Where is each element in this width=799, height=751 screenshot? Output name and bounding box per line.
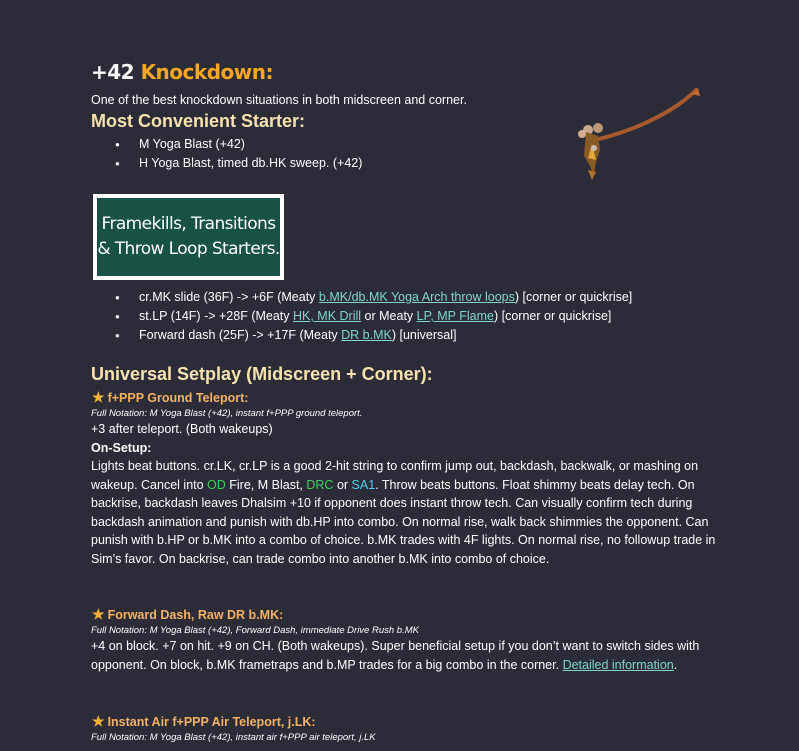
dr-bmk-link[interactable]: DR b.MK (341, 328, 392, 342)
banner-line-1: Framekills, Transitions (101, 214, 276, 234)
advantage-line: +3 after teleport. (Both wakeups) (91, 422, 273, 436)
convenient-starter-list (91, 135, 362, 173)
section-ground-teleport (91, 389, 716, 568)
convenient-starter-heading: Most Convenient Starter: (91, 111, 306, 131)
list-item: ● Forward dash (25F) -> +17F (Meaty DR b.MK) [universal] (91, 326, 632, 345)
section-title: ★ Forward Dash, Raw DR b.MK: (92, 606, 284, 622)
framekills-list (91, 288, 632, 345)
banner-line-2: & Throw Loop Starters. (97, 239, 280, 259)
section-title: ★ Instant Air f+PPP Air Teleport, j.LK: (92, 713, 316, 729)
throw-loops-link[interactable]: b.MK/db.MK Yoga Arch throw loops (318, 290, 515, 304)
full-notation: Full Notation: M Yoga Blast (+42), instant air f+PPP air teleport, j.LK (91, 732, 376, 743)
setup-description: +4 on block. +7 on hit. +9 on CH. (Both wakeups). Super beneficial setup if you don’t want to switch sides with opponent. On block, b.MK frametraps and b.MP trades for a big combo in the corner. Detailed information. (91, 639, 700, 672)
yoga-staff-image (574, 86, 700, 180)
drill-link[interactable]: HK, MK Drill (293, 309, 362, 323)
section-air-teleport (91, 713, 716, 743)
setup-description: Lights beat buttons. cr.LK, cr.LP is a good 2-hit string to confirm jump out, backdash, backwalk, or mashing on wakeup. Cancel into OD Fire, M Blast, DRC or SA1. Throw beats buttons. Float shimmy beats delay tech. On backrise, backdash leaves Dhalsim +10 if opponent does instant throw tech. Can visually confirm tech during backdash animation and punish with db.HP into combo. On normal rise, walk back shimmies the opponent. Can punish with b.HP or b.MK into a combo of choice. b.MK trades with 4F lights. On normal rise, no followup trade in Sim’s favor. On backrise, can trade combo into another b.MK into combo of choice. (91, 459, 716, 566)
knockdown-number: +42 (91, 60, 135, 84)
list-item: ● st.LP (14F) -> +28F (Meaty HK, MK Drill or Meaty LP, MP Flame) [corner or quickrise] (91, 307, 632, 326)
full-notation: Full Notation: M Yoga Blast (+42), instant f+PPP ground teleport. (91, 408, 363, 419)
section-title: ★ f+PPP Ground Teleport: (92, 389, 249, 405)
star-icon: ★ (92, 713, 105, 729)
detailed-information-link[interactable]: Detailed information (562, 657, 674, 672)
universal-setplay-heading: Universal Setplay (Midscreen + Corner): (91, 364, 433, 384)
knockdown-word: Knockdown: (140, 60, 273, 84)
list-item: ● H Yoga Blast, timed db.HK sweep. (+42) (91, 154, 362, 173)
full-notation: Full Notation: M Yoga Blast (+42), Forward Dash, immediate Drive Rush b.MK (91, 625, 419, 636)
list-item: ● M Yoga Blast (+42) (91, 135, 362, 154)
framekills-banner-image (93, 194, 284, 280)
section-forward-dash (91, 606, 716, 674)
star-icon: ★ (92, 606, 105, 622)
on-setup-label: On-Setup: (91, 440, 152, 455)
knockdown-heading (91, 60, 273, 84)
list-item: ● cr.MK slide (36F) -> +6F (Meaty b.MK/db.MK Yoga Arch throw loops) [corner or quickrise] (91, 288, 632, 307)
star-icon: ★ (92, 389, 105, 405)
flame-link[interactable]: LP, MP Flame (416, 309, 494, 323)
intro-text: One of the best knockdown situations in both midscreen and corner. (91, 93, 467, 107)
